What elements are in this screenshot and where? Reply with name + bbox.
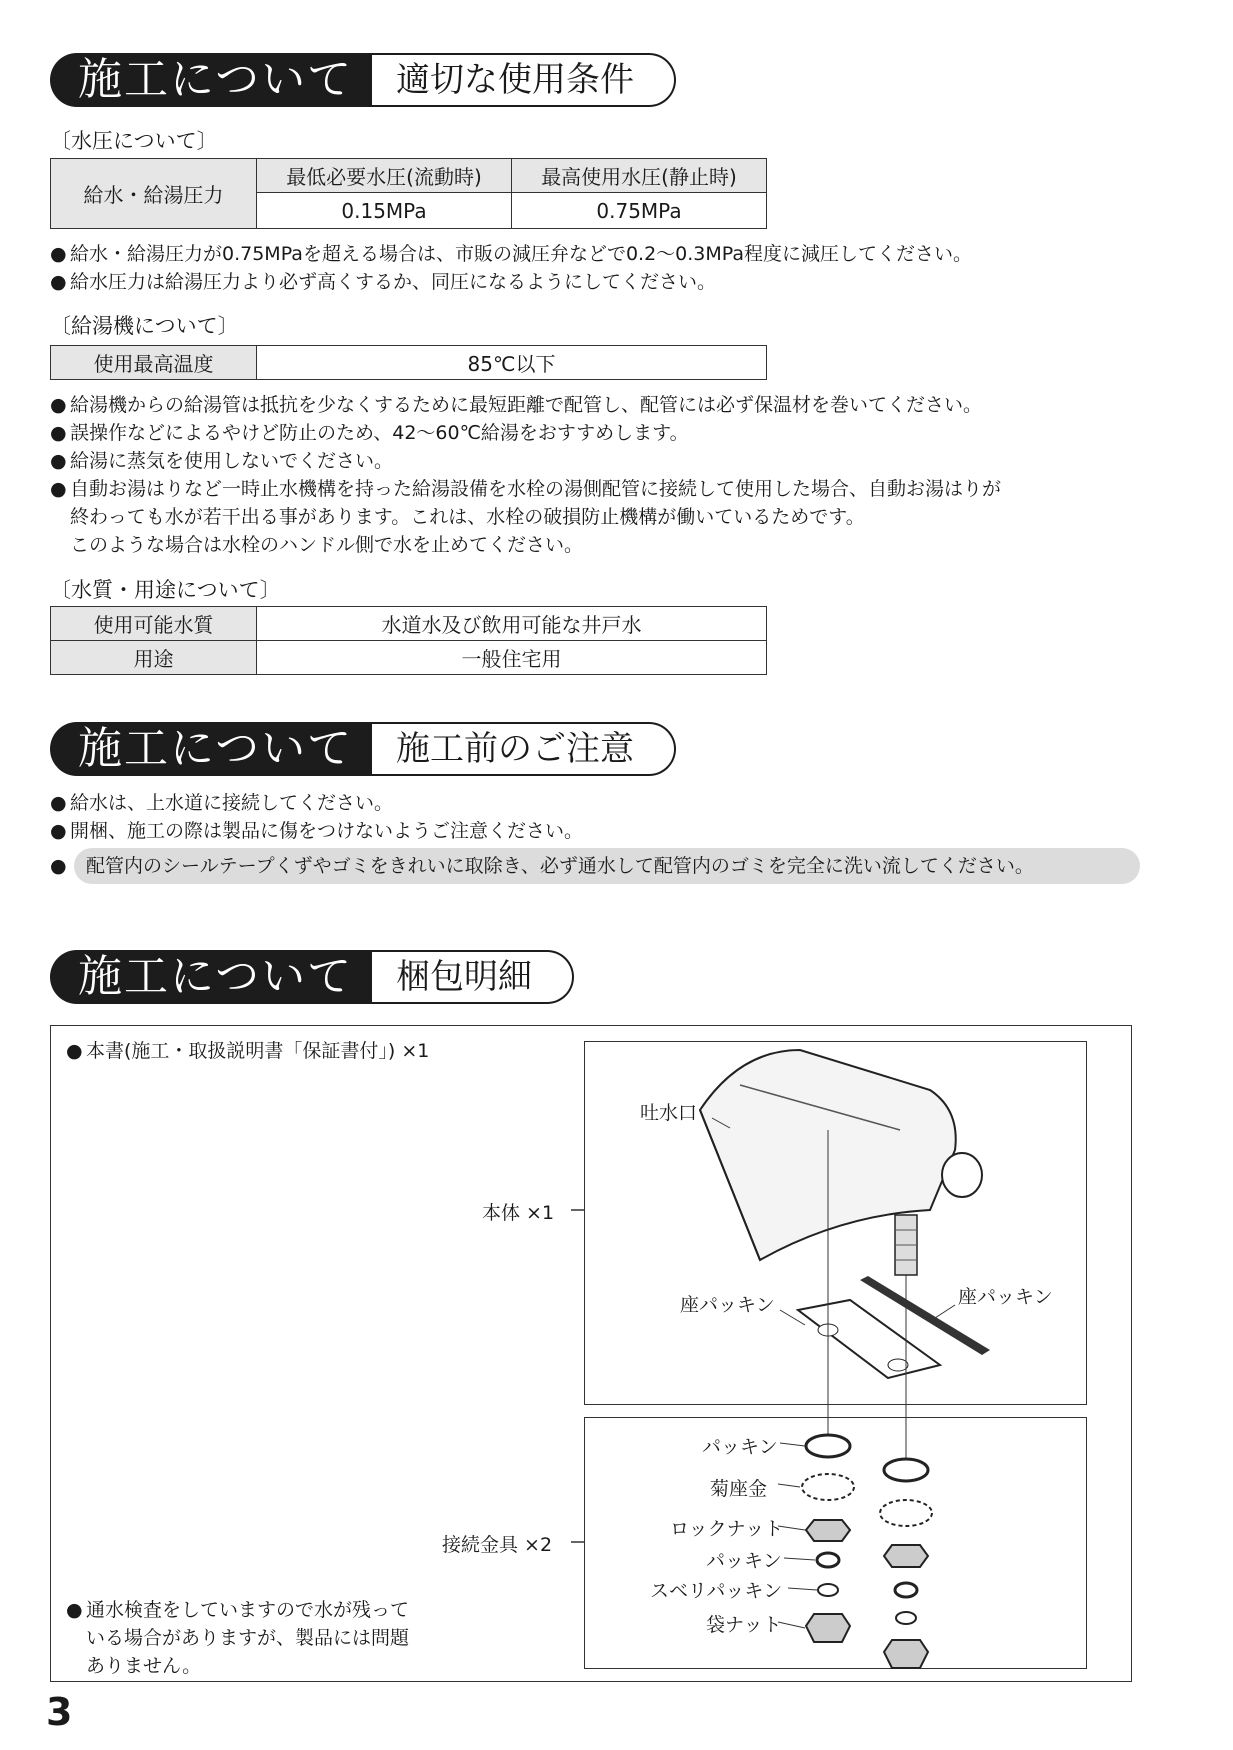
pressure-note-2: ● 給水圧力は給湯圧力より必ず高くするか、同圧になるようにしてください。 <box>50 271 717 293</box>
packing-ring <box>806 1435 850 1457</box>
water-pressure-heading: 〔水圧について〕 <box>50 129 218 153</box>
precaution-note-1: ● 給水は、上水道に接続してください。 <box>50 792 394 814</box>
kikuzagane-washer <box>880 1500 932 1526</box>
faucet-body-drawing <box>700 1050 982 1275</box>
section-title: 施工について <box>50 53 372 107</box>
highlight-bullet: ● <box>50 855 67 877</box>
section-title: 施工について <box>50 950 372 1004</box>
cap-nut-label: 袋ナット <box>706 1614 782 1636</box>
heater-note-2: ● 誤操作などによるやけど防止のため、42〜60℃給湯をおすすめします。 <box>50 422 689 444</box>
heater-note-4: ● 自動お湯はりなど一時止水機構を持った給湯設備を水栓の湯側配管に接続して使用した場合、自動お湯はりが <box>50 478 1002 500</box>
seat-packing-label-right: 座パッキン <box>958 1286 1053 1308</box>
heater-note-4-line2: 終わっても水が若干出る事があります。これは、水栓の破損防止機構が働いているためです。 <box>70 506 865 528</box>
fitting-label: 接続金具 ×2 <box>442 1534 553 1556</box>
section-subtitle: 施工前のご注意 <box>372 722 676 776</box>
heater-note-1: ● 給湯機からの給湯管は抵抗を少なくするために最短距離で配管し、配管には必ず保温材を巻いてください。 <box>50 394 983 416</box>
packing-small <box>817 1553 839 1567</box>
packing-ring <box>884 1459 928 1481</box>
heater-note-3: ● 給湯に蒸気を使用しないでください。 <box>50 450 394 472</box>
min-pressure-value: 0.15MPa <box>257 193 512 229</box>
lock-nut-label: ロックナット <box>670 1518 784 1540</box>
max-pressure-header: 最高使用水圧(静止時) <box>512 159 767 193</box>
seat-packing-hole <box>888 1359 908 1371</box>
footnote-line1: ● 通水検査をしていますので水が残って <box>66 1599 410 1621</box>
lock-nut <box>884 1545 928 1567</box>
quality-heading: 〔水質・用途について〕 <box>50 578 281 602</box>
seat-packing-label-left: 座パッキン <box>680 1294 775 1316</box>
usage-label: 用途 <box>51 641 257 675</box>
seat-packing-leader <box>935 1305 955 1318</box>
kikuzagane-label: 菊座金 <box>710 1478 768 1500</box>
quality-value: 水道水及び飲用可能な井戸水 <box>257 607 767 641</box>
pressure-note-1: ● 給水・給湯圧力が0.75MPaを超える場合は、市販の減圧弁などで0.2〜0.3MPa程度に減圧してください。 <box>50 243 973 265</box>
manual-item: ● 本書(施工・取扱説明書「保証書付」) ×1 <box>66 1040 430 1062</box>
pressure-row-label: 給水・給湯圧力 <box>51 159 257 229</box>
heater-note-4-line3: このような場合は水栓のハンドル側で水を止めてください。 <box>70 534 584 556</box>
footnote-line2: いる場合がありますが、製品には問題 <box>86 1627 410 1649</box>
usage-value: 一般住宅用 <box>257 641 767 675</box>
slip-packing-label: スベリパッキン <box>650 1580 783 1602</box>
min-pressure-header: 最低必要水圧(流動時) <box>257 159 512 193</box>
slip-packing <box>896 1612 916 1624</box>
packing2-label: パッキン <box>706 1550 782 1572</box>
section-subtitle: 梱包明細 <box>372 950 574 1004</box>
cap-nut <box>884 1640 928 1668</box>
quality-label: 使用可能水質 <box>51 607 257 641</box>
packing-small <box>895 1583 917 1597</box>
heater-heading: 〔給湯機について〕 <box>50 314 239 338</box>
slip-packing <box>818 1584 838 1596</box>
footnote-line3: ありません。 <box>86 1655 202 1677</box>
precaution-note-2: ● 開梱、施工の際は製品に傷をつけないようご注意ください。 <box>50 820 584 842</box>
highlight-note: 配管内のシールテープくずやゴミをきれいに取除き、必ず通水して配管内のゴミを完全に洗い流してください。 <box>74 848 1140 884</box>
section-subtitle: 適切な使用条件 <box>372 53 676 107</box>
kikuzagane-washer <box>802 1474 854 1500</box>
max-temp-value: 85℃以下 <box>257 346 767 380</box>
lock-nut <box>806 1520 850 1541</box>
page-number: 3 <box>46 1690 73 1734</box>
max-temp-label: 使用最高温度 <box>51 346 257 380</box>
section-title: 施工について <box>50 722 372 776</box>
spout-label: 吐水口 <box>640 1102 698 1124</box>
cap-nut <box>806 1614 850 1642</box>
packing-label: パッキン <box>702 1436 778 1458</box>
body-label: 本体 ×1 <box>482 1202 555 1224</box>
max-pressure-value: 0.75MPa <box>512 193 767 229</box>
